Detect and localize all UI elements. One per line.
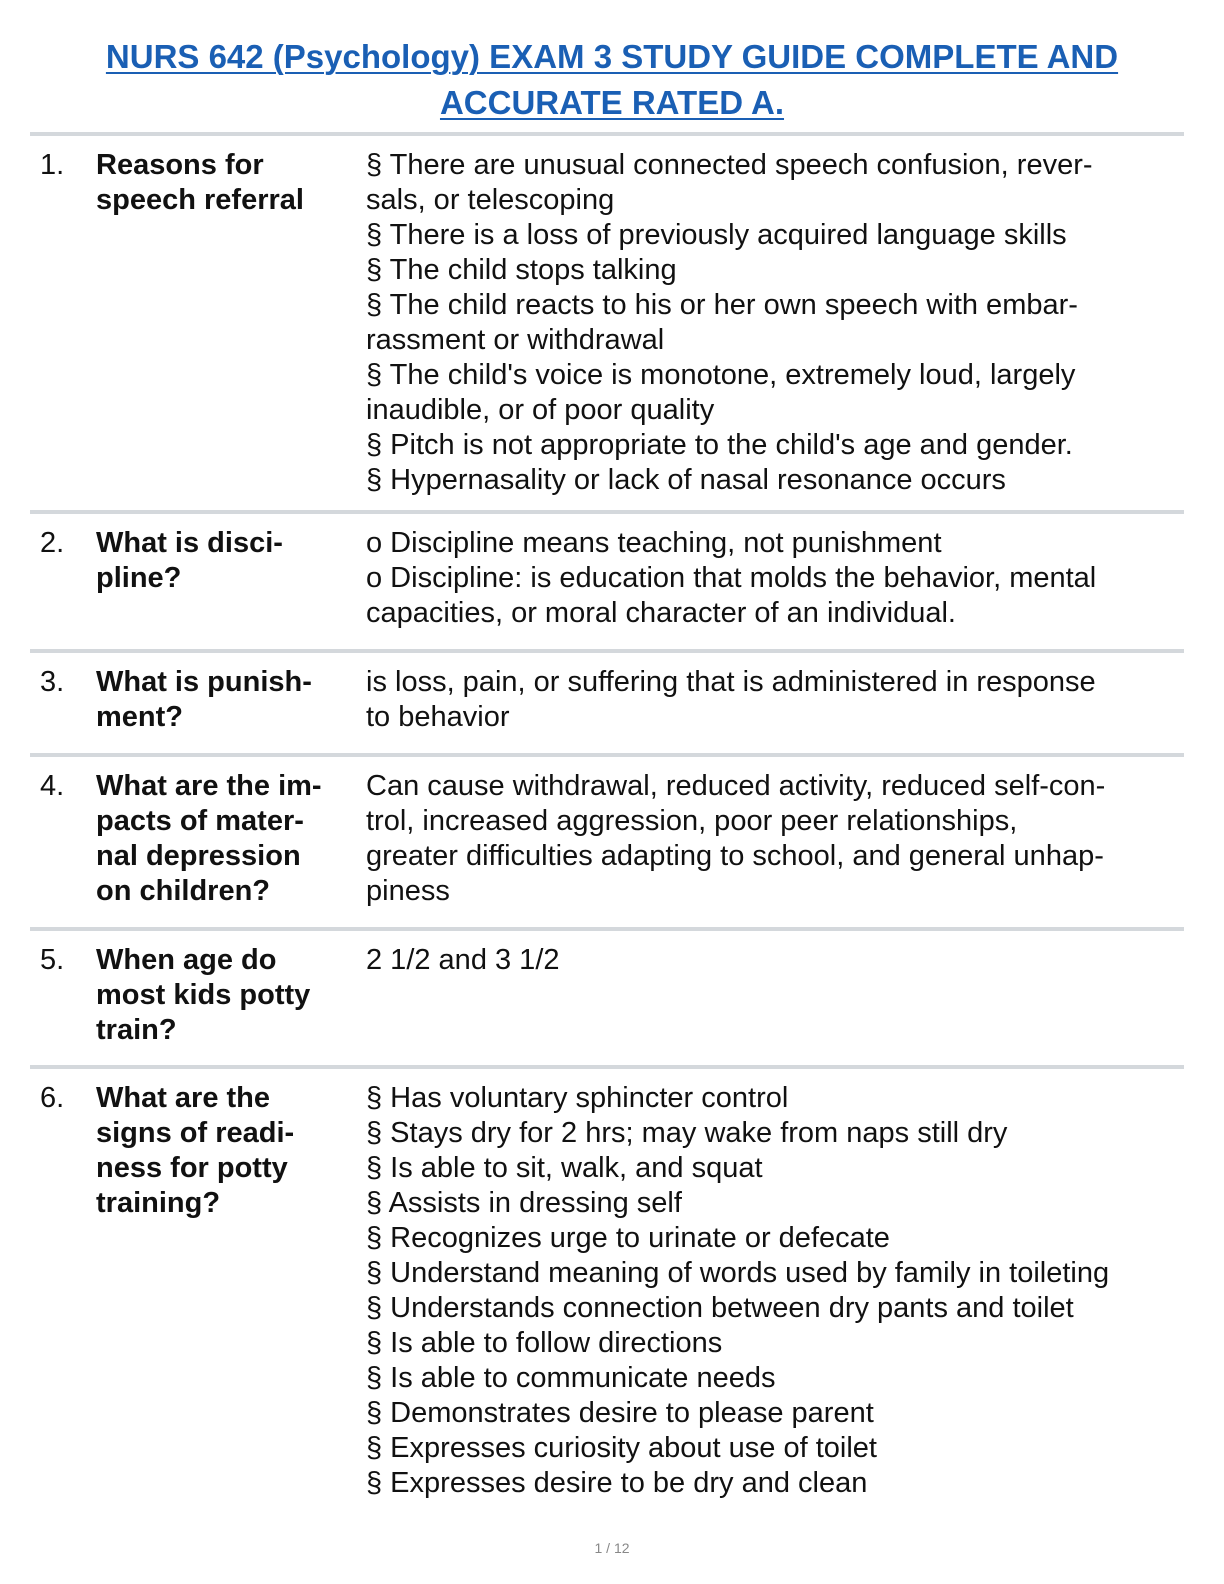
question-line: pline? (96, 562, 182, 594)
question (96, 665, 346, 735)
answer-line: Can cause withdrawal, reduced activity, reduced self-con- (366, 770, 1106, 802)
answer-line: § Expresses desire to be dry and clean (366, 1467, 868, 1499)
answer-line: § Hypernasality or lack of nasal resonance occurs (366, 464, 1006, 496)
answer-line: § Understands connection between dry pants and toilet (366, 1292, 1074, 1324)
question (96, 1081, 346, 1221)
answer-line: § Is able to sit, walk, and squat (366, 1152, 763, 1184)
title-line-1: NURS 642 (Psychology) EXAM 3 STUDY GUIDE COMPLETE AND (105, 38, 1119, 75)
answer-line: o Discipline: is education that molds the behavior, mental (366, 562, 1097, 594)
page-indicator: 1 / 12 (594, 1540, 630, 1556)
answer-line: § There are unusual connected speech confusion, rever- (366, 149, 1093, 181)
qa-item-4 (30, 753, 1184, 927)
question-line: When age do (96, 944, 277, 976)
answer (366, 769, 1184, 909)
answer-line: § Assists in dressing self (366, 1187, 682, 1219)
answer-line: § Stays dry for 2 hrs; may wake from naps still dry (366, 1117, 1008, 1149)
qa-item-2 (30, 510, 1184, 649)
item-number: 1. (40, 149, 65, 181)
question-line: What is punish- (96, 666, 312, 698)
qa-item-6 (30, 1065, 1184, 1519)
answer-line: § Demonstrates desire to please parent (366, 1397, 874, 1429)
answer (366, 1081, 1184, 1501)
item-number: 5. (40, 944, 65, 976)
document-title (0, 34, 1224, 126)
question-line: What is disci- (96, 527, 283, 559)
question-line: ment? (96, 701, 183, 733)
qa-item-1 (30, 132, 1184, 510)
answer-line: § The child's voice is monotone, extremely loud, largely (366, 359, 1076, 391)
qa-item-3 (30, 649, 1184, 753)
answer-line: § There is a loss of previously acquired language skills (366, 219, 1067, 251)
answer-line: to behavior (366, 701, 510, 733)
answer-line: o Discipline means teaching, not punishment (366, 527, 942, 559)
qa-list (30, 132, 1184, 1519)
answer-line: § Recognizes urge to urinate or defecate (366, 1222, 890, 1254)
answer-line: § Is able to follow directions (366, 1327, 723, 1359)
answer-line: sals, or telescoping (366, 184, 615, 216)
answer-line: greater difficulties adapting to school, and general unhap- (366, 840, 1104, 872)
question-line: ness for potty (96, 1152, 288, 1184)
question-line: pacts of mater- (96, 805, 304, 837)
answer-line: § Expresses curiosity about use of toilet (366, 1432, 877, 1464)
answer-line: 2 1/2 and 3 1/2 (366, 944, 560, 976)
answer (366, 943, 1184, 978)
answer (366, 665, 1184, 735)
question (96, 148, 346, 218)
answer (366, 526, 1184, 631)
item-number: 6. (40, 1082, 65, 1114)
answer-line: § Pitch is not appropriate to the child's age and gender. (366, 429, 1073, 461)
question (96, 526, 346, 596)
item-number: 4. (40, 770, 65, 802)
question-line: What are the im- (96, 770, 322, 802)
item-number: 2. (40, 527, 65, 559)
question-line: most kids potty (96, 979, 311, 1011)
answer-line: § Has voluntary sphincter control (366, 1082, 789, 1114)
answer-line: § The child stops talking (366, 254, 677, 286)
question (96, 943, 346, 1048)
answer-line: trol, increased aggression, poor peer relationships, (366, 805, 1018, 837)
answer-line: rassment or withdrawal (366, 324, 665, 356)
qa-item-5 (30, 927, 1184, 1065)
question-line: speech referral (96, 184, 304, 216)
question-line: nal depression (96, 840, 301, 872)
answer-line: is loss, pain, or suffering that is administered in response (366, 666, 1096, 698)
answer-line: inaudible, or of poor quality (366, 394, 715, 426)
item-number: 3. (40, 666, 65, 698)
answer-line: piness (366, 875, 450, 907)
question-line: Reasons for (96, 149, 264, 181)
answer (366, 148, 1184, 498)
answer-line: § Is able to communicate needs (366, 1362, 776, 1394)
title-line-2: ACCURATE RATED A. (439, 84, 785, 121)
question-line: signs of readi- (96, 1117, 295, 1149)
answer-line: capacities, or moral character of an individual. (366, 597, 956, 629)
question-line: What are the (96, 1082, 271, 1114)
question (96, 769, 346, 909)
answer-line: § Understand meaning of words used by family in toileting (366, 1257, 1110, 1289)
answer-line: § The child reacts to his or her own speech with embar- (366, 289, 1078, 321)
question-line: on children? (96, 875, 270, 907)
question-line: train? (96, 1014, 177, 1046)
question-line: training? (96, 1187, 221, 1219)
